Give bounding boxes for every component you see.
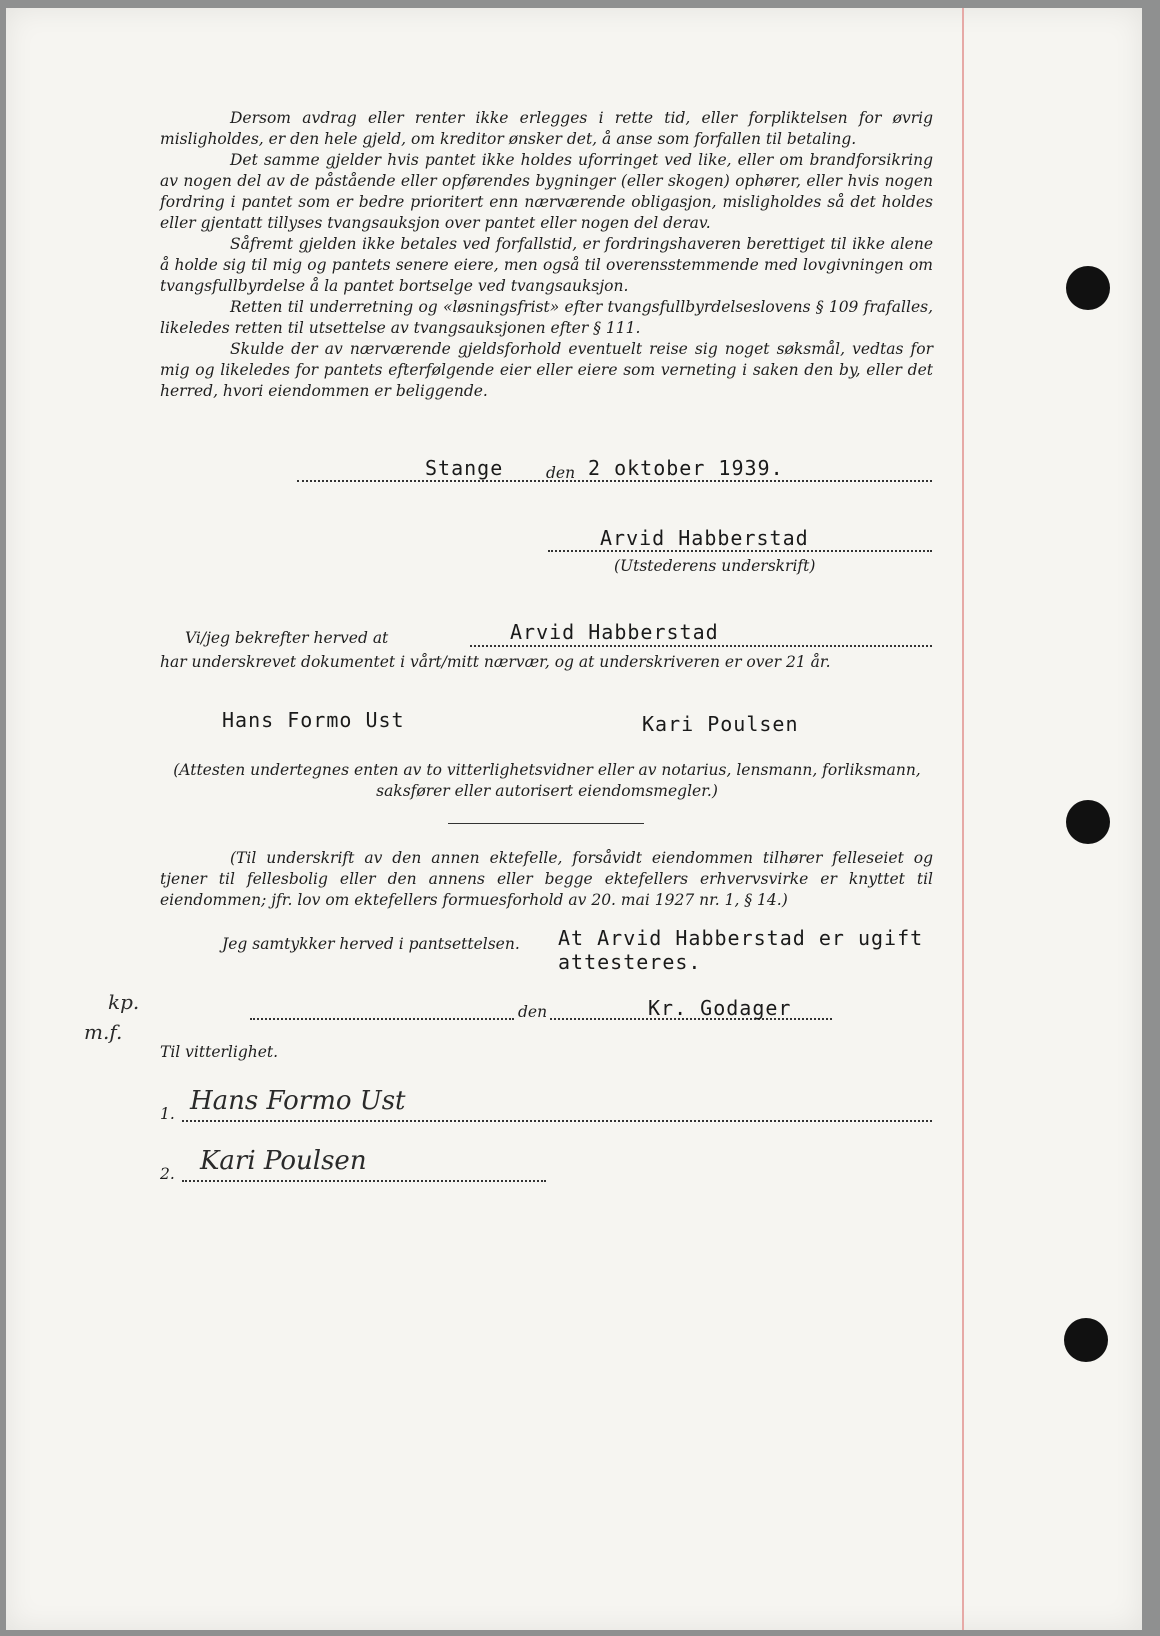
second-den-label: den	[518, 1003, 548, 1021]
margin-note-line2: m.f.	[84, 1020, 123, 1044]
margin-note-line1: kp.	[108, 990, 140, 1014]
spouse-note: (Til underskrift av den annen ektefelle, forsåvidt eiendommen tilhører felleseiet og tjener til fellesbolig eller den annens eller begge ektefellers erhvervsvirke er knyttet til eiendommen; jfr. lov om ektefellers formuesforhold av 20. mai 1927 nr. 1, § 14.)	[160, 849, 933, 909]
witness-signature-1: Hans Formo Ust	[190, 1086, 406, 1116]
place-typed: Stange	[425, 456, 504, 480]
date-typed: 2 oktober 1939.	[588, 456, 784, 480]
witness-left-typed: Hans Formo Ust	[222, 708, 405, 732]
section-divider	[448, 823, 644, 824]
witness-number-1: 1.	[160, 1105, 175, 1123]
issuer-signature-line	[548, 550, 932, 552]
date-dotted-line	[297, 480, 932, 482]
second-date-dotted-line	[250, 1018, 514, 1020]
witness-signature-2: Kari Poulsen	[200, 1146, 367, 1176]
witness-heading: Til vitterlighet.	[160, 1043, 279, 1061]
consent-typed-line2: attesteres.	[558, 950, 702, 974]
punch-hole	[1066, 266, 1110, 310]
clause-notice: Retten til underretning og «løsningsfrist» efter tvangsfullbyrdelseslovens § 109 frafalles, likeledes retten til utsettelse av tvangsauksjonen efter § 111.	[160, 298, 933, 337]
witness-number-2: 2.	[160, 1165, 175, 1183]
den-label: den	[546, 464, 576, 482]
issuer-name-typed: Arvid Habberstad	[600, 526, 809, 550]
witness-right-typed: Kari Poulsen	[642, 712, 799, 736]
consent-label: Jeg samtykker herved i pantsettelsen.	[222, 935, 520, 953]
confirmation-prefix: Vi/jeg bekrefter herved at	[185, 629, 389, 647]
punch-hole	[1064, 1318, 1108, 1362]
witness-line-1	[182, 1120, 932, 1122]
clause-forced-sale: Såfremt gjelden ikke betales ved forfallstid, er fordringshaveren berettiget til ikke alene å holde sig til mig og pantets senere eiere, men også til overensstemmende med lovgivningen om tvangsfullbyrdelse å la pantet bortselge ved tvangsauksjon.	[160, 235, 933, 295]
second-signer-typed: Kr. Godager	[648, 996, 792, 1020]
punch-hole	[1066, 800, 1110, 844]
witness-line-2	[182, 1180, 546, 1182]
clause-default: Dersom avdrag eller renter ikke erlegges i rette tid, eller forpliktelsen for øvrig misligholdes, er den hele gjeld, om kreditor ønsker det, å anse som forfallen til betaling.	[160, 109, 933, 148]
consent-typed-line1: At Arvid Habberstad er ugift	[558, 926, 924, 950]
confirmation-dotted-line	[470, 645, 932, 647]
confirmation-name-typed: Arvid Habberstad	[510, 620, 719, 644]
attest-note: (Attesten undertegnes enten av to vitterlighetsvidner eller av notarius, lensmann, forliksmann, saksfører eller autorisert eiendomsmegler.)	[173, 761, 921, 800]
clause-insurance: Det samme gjelder hvis pantet ikke holdes uforringet ved like, eller om brandforsikring av nogen del av de påstående eller opførendes bygninger (eller skogen) ophører, eller hvis nogen fordring i pantet som er bedre prioritert enn nærværende obligasjon, misligholdes så det holdes eller gjentatt tillyses tvangsauksjon over pantet eller nogen del derav.	[160, 151, 933, 232]
margin-rule	[962, 8, 964, 1630]
clause-venue: Skulde der av nærværende gjeldsforhold eventuelt reise sig noget søksmål, vedtas for mig og likeledes for pantets efterfølgende eier eller eiere som verneting i saken den by, eller det herred, hvori eiendommen er beliggende.	[160, 340, 933, 400]
confirmation-suffix: har underskrevet dokumentet i vårt/mitt nærvær, og at underskriveren er over 21 år.	[160, 653, 831, 671]
terms-clauses	[160, 108, 933, 402]
issuer-caption: (Utstederens underskrift)	[614, 557, 816, 575]
